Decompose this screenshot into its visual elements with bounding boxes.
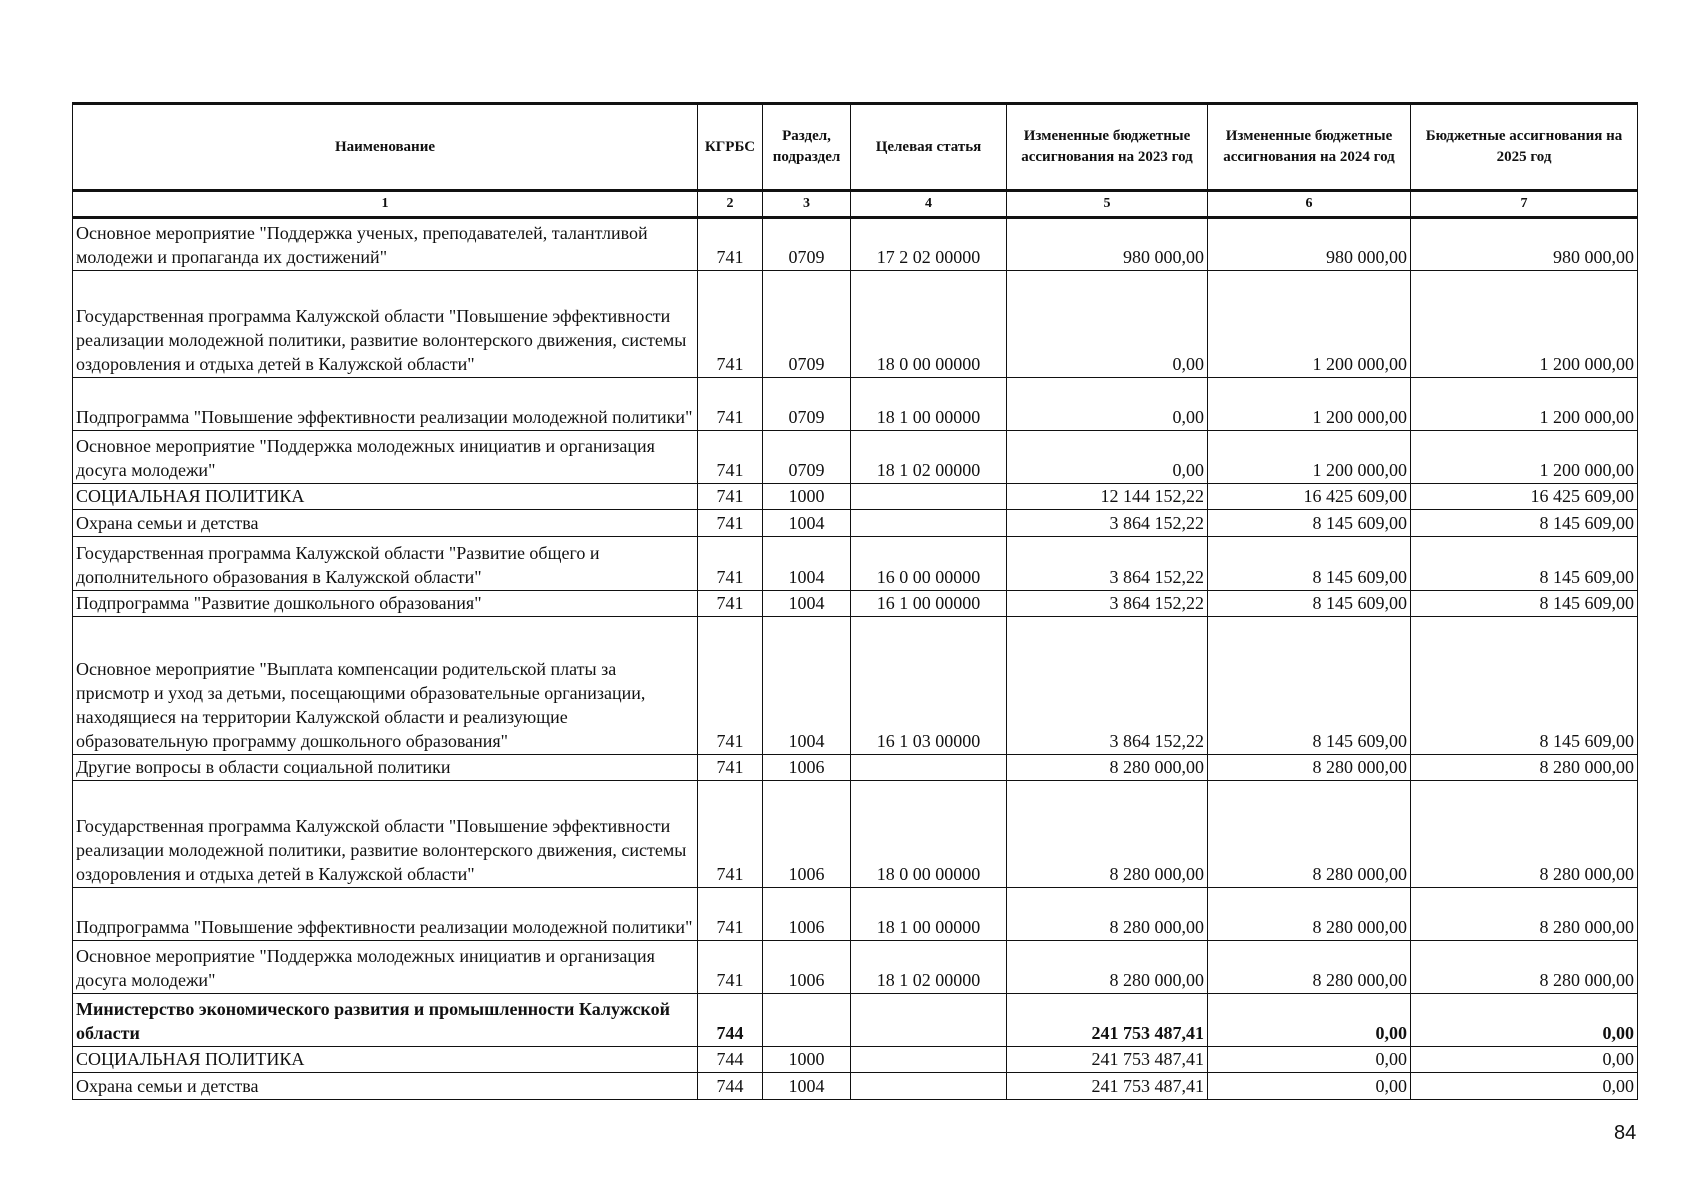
row-target: 17 2 02 00000 — [851, 218, 1007, 271]
budget-table — [72, 102, 1638, 1100]
row-section: 0709 — [763, 218, 851, 271]
table-row — [73, 1073, 1638, 1100]
row-name: Основное мероприятие "Поддержка молодежных инициатив и организация досуга молодежи" — [73, 431, 698, 484]
row-section: 0709 — [763, 431, 851, 484]
row-name: Подпрограмма "Развитие дошкольного образования" — [73, 591, 698, 617]
row-target: 18 1 00 00000 — [851, 888, 1007, 941]
row-section: 1004 — [763, 537, 851, 591]
row-amount-2023: 0,00 — [1007, 271, 1208, 378]
table-row — [73, 218, 1638, 271]
header-2024: Измененные бюджетные ассигнования на 2024 год — [1208, 104, 1411, 191]
row-name: Министерство экономического развития и промышленности Калужской области — [73, 994, 698, 1047]
table-row — [73, 888, 1638, 941]
row-name: Охрана семьи и детства — [73, 510, 698, 537]
row-kgrbs: 741 — [698, 218, 763, 271]
table-row — [73, 994, 1638, 1047]
table-row — [73, 431, 1638, 484]
row-amount-2025: 8 145 609,00 — [1411, 617, 1638, 755]
row-kgrbs: 741 — [698, 484, 763, 510]
row-name: Охрана семьи и детства — [73, 1073, 698, 1100]
row-section: 1004 — [763, 510, 851, 537]
row-name: Государственная программа Калужской области "Развитие общего и дополнительного образования в Калужской области" — [73, 537, 698, 591]
row-target: 18 1 02 00000 — [851, 431, 1007, 484]
row-amount-2025: 0,00 — [1411, 994, 1638, 1047]
row-target: 18 1 00 00000 — [851, 378, 1007, 431]
table-row — [73, 271, 1638, 378]
row-amount-2023: 8 280 000,00 — [1007, 941, 1208, 994]
row-amount-2025: 8 145 609,00 — [1411, 591, 1638, 617]
row-amount-2024: 0,00 — [1208, 1073, 1411, 1100]
header-row — [73, 104, 1638, 191]
row-amount-2024: 0,00 — [1208, 1047, 1411, 1073]
row-amount-2023: 0,00 — [1007, 431, 1208, 484]
page-number: 84 — [1614, 1122, 1637, 1144]
row-target — [851, 994, 1007, 1047]
row-amount-2023: 241 753 487,41 — [1007, 994, 1208, 1047]
row-amount-2024: 8 280 000,00 — [1208, 888, 1411, 941]
row-amount-2024: 0,00 — [1208, 994, 1411, 1047]
row-kgrbs: 741 — [698, 617, 763, 755]
row-section: 0709 — [763, 271, 851, 378]
table-row — [73, 1047, 1638, 1073]
row-kgrbs: 744 — [698, 1073, 763, 1100]
table-row — [73, 781, 1638, 888]
row-section: 1004 — [763, 1073, 851, 1100]
row-amount-2025: 8 280 000,00 — [1411, 755, 1638, 781]
column-number: 4 — [851, 191, 1007, 218]
row-section: 0709 — [763, 378, 851, 431]
row-amount-2025: 8 280 000,00 — [1411, 888, 1638, 941]
row-amount-2023: 980 000,00 — [1007, 218, 1208, 271]
row-amount-2024: 8 280 000,00 — [1208, 755, 1411, 781]
header-2025: Бюджетные ассигнования на 2025 год — [1411, 104, 1638, 191]
row-kgrbs: 741 — [698, 271, 763, 378]
row-amount-2024: 980 000,00 — [1208, 218, 1411, 271]
row-section: 1006 — [763, 781, 851, 888]
row-section: 1000 — [763, 1047, 851, 1073]
row-name: СОЦИАЛЬНАЯ ПОЛИТИКА — [73, 1047, 698, 1073]
header-kgrbs: КГРБС — [698, 104, 763, 191]
row-target — [851, 1073, 1007, 1100]
row-amount-2025: 0,00 — [1411, 1047, 1638, 1073]
row-kgrbs: 741 — [698, 510, 763, 537]
row-amount-2025: 8 280 000,00 — [1411, 781, 1638, 888]
row-amount-2024: 1 200 000,00 — [1208, 271, 1411, 378]
column-number-row — [73, 191, 1638, 218]
row-target: 18 0 00 00000 — [851, 781, 1007, 888]
row-kgrbs: 741 — [698, 781, 763, 888]
row-amount-2023: 3 864 152,22 — [1007, 591, 1208, 617]
row-amount-2025: 1 200 000,00 — [1411, 271, 1638, 378]
row-amount-2023: 3 864 152,22 — [1007, 617, 1208, 755]
row-amount-2025: 1 200 000,00 — [1411, 378, 1638, 431]
row-amount-2023: 0,00 — [1007, 378, 1208, 431]
row-target: 16 1 00 00000 — [851, 591, 1007, 617]
row-amount-2023: 8 280 000,00 — [1007, 781, 1208, 888]
table-row — [73, 941, 1638, 994]
row-section: 1000 — [763, 484, 851, 510]
row-amount-2023: 8 280 000,00 — [1007, 888, 1208, 941]
row-amount-2023: 241 753 487,41 — [1007, 1073, 1208, 1100]
row-amount-2025: 8 145 609,00 — [1411, 537, 1638, 591]
table-row — [73, 510, 1638, 537]
row-amount-2024: 8 145 609,00 — [1208, 617, 1411, 755]
row-amount-2024: 16 425 609,00 — [1208, 484, 1411, 510]
row-target: 18 1 02 00000 — [851, 941, 1007, 994]
row-section — [763, 994, 851, 1047]
row-amount-2025: 1 200 000,00 — [1411, 431, 1638, 484]
row-name: Подпрограмма "Повышение эффективности реализации молодежной политики" — [73, 378, 698, 431]
row-amount-2025: 8 145 609,00 — [1411, 510, 1638, 537]
row-name: Другие вопросы в области социальной политики — [73, 755, 698, 781]
row-amount-2024: 8 280 000,00 — [1208, 941, 1411, 994]
row-amount-2024: 1 200 000,00 — [1208, 431, 1411, 484]
row-section: 1004 — [763, 617, 851, 755]
row-name: СОЦИАЛЬНАЯ ПОЛИТИКА — [73, 484, 698, 510]
column-number: 1 — [73, 191, 698, 218]
row-name: Государственная программа Калужской области "Повышение эффективности реализации молодежной политики, развитие волонтерского движения, системы оздоровления и отдыха детей в Калужской области" — [73, 781, 698, 888]
row-kgrbs: 741 — [698, 941, 763, 994]
row-target — [851, 755, 1007, 781]
row-target: 16 0 00 00000 — [851, 537, 1007, 591]
column-number: 3 — [763, 191, 851, 218]
row-kgrbs: 741 — [698, 378, 763, 431]
table-row — [73, 755, 1638, 781]
row-kgrbs: 741 — [698, 537, 763, 591]
row-section: 1004 — [763, 591, 851, 617]
row-target: 16 1 03 00000 — [851, 617, 1007, 755]
row-amount-2023: 8 280 000,00 — [1007, 755, 1208, 781]
row-amount-2025: 8 280 000,00 — [1411, 941, 1638, 994]
row-amount-2024: 8 280 000,00 — [1208, 781, 1411, 888]
row-target: 18 0 00 00000 — [851, 271, 1007, 378]
row-kgrbs: 744 — [698, 994, 763, 1047]
row-amount-2023: 3 864 152,22 — [1007, 510, 1208, 537]
row-amount-2024: 8 145 609,00 — [1208, 591, 1411, 617]
header-name: Наименование — [73, 104, 698, 191]
row-target — [851, 484, 1007, 510]
header-section: Раздел, подраздел — [763, 104, 851, 191]
table-row — [73, 378, 1638, 431]
row-name: Подпрограмма "Повышение эффективности реализации молодежной политики" — [73, 888, 698, 941]
table-row — [73, 591, 1638, 617]
header-2023: Измененные бюджетные ассигнования на 2023 год — [1007, 104, 1208, 191]
row-kgrbs: 744 — [698, 1047, 763, 1073]
column-number: 6 — [1208, 191, 1411, 218]
row-amount-2023: 3 864 152,22 — [1007, 537, 1208, 591]
table-row — [73, 537, 1638, 591]
row-kgrbs: 741 — [698, 888, 763, 941]
row-amount-2023: 241 753 487,41 — [1007, 1047, 1208, 1073]
row-amount-2025: 0,00 — [1411, 1073, 1638, 1100]
row-name: Основное мероприятие "Поддержка ученых, преподавателей, талантливой молодежи и пропаганда их достижений" — [73, 218, 698, 271]
row-amount-2025: 16 425 609,00 — [1411, 484, 1638, 510]
row-section: 1006 — [763, 755, 851, 781]
row-name: Основное мероприятие "Выплата компенсации родительской платы за присмотр и уход за детьми, посещающими образовательные организации, находящиеся на территории Калужской области и реализующие образовательную программу дошкольного образования" — [73, 617, 698, 755]
row-name: Основное мероприятие "Поддержка молодежных инициатив и организация досуга молодежи" — [73, 941, 698, 994]
table-row — [73, 484, 1638, 510]
header-target: Целевая статья — [851, 104, 1007, 191]
row-amount-2024: 8 145 609,00 — [1208, 510, 1411, 537]
column-number: 2 — [698, 191, 763, 218]
table-row — [73, 617, 1638, 755]
row-section: 1006 — [763, 888, 851, 941]
row-kgrbs: 741 — [698, 755, 763, 781]
row-kgrbs: 741 — [698, 591, 763, 617]
row-name: Государственная программа Калужской области "Повышение эффективности реализации молодежной политики, развитие волонтерского движения, системы оздоровления и отдыха детей в Калужской области" — [73, 271, 698, 378]
column-number: 5 — [1007, 191, 1208, 218]
row-target — [851, 1047, 1007, 1073]
row-amount-2024: 1 200 000,00 — [1208, 378, 1411, 431]
row-target — [851, 510, 1007, 537]
column-number: 7 — [1411, 191, 1638, 218]
row-amount-2024: 8 145 609,00 — [1208, 537, 1411, 591]
row-kgrbs: 741 — [698, 431, 763, 484]
row-amount-2025: 980 000,00 — [1411, 218, 1638, 271]
row-section: 1006 — [763, 941, 851, 994]
row-amount-2023: 12 144 152,22 — [1007, 484, 1208, 510]
